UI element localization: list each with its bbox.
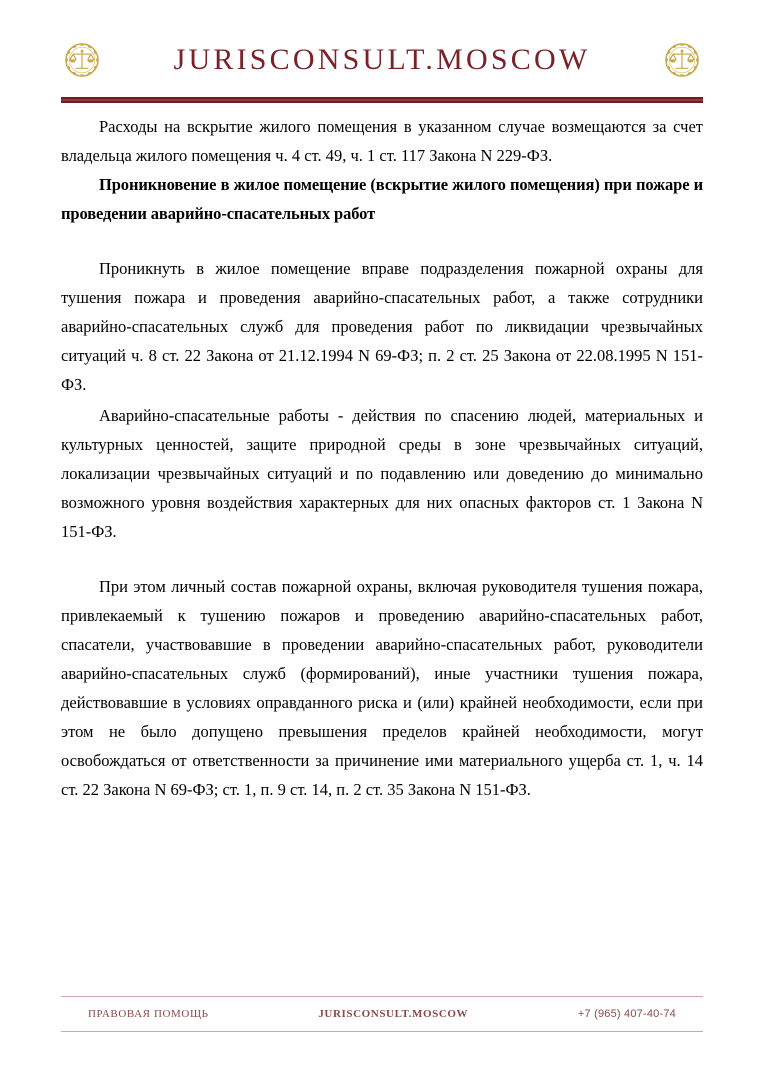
footer-site-label: JURISCONSULT.MOSCOW [318,1008,469,1020]
footer-row [61,997,703,1031]
header-divider [61,97,703,103]
footer-divider-bottom [61,1031,703,1032]
paragraph-rescue-definition: Аварийно-спасательные работы - действия по спасению людей, материальных и культурных ценностей, защите природной среды в зоне чрезвычайных ситуаций, локализации чрезвычайных ситуаций и по подавлению или доведению до минимально возможного уровня воздействия характерных для них опасных факторов ст. 1 Закона N 151-ФЗ. [61,406,703,541]
footer-legal-help-label: ПРАВОВАЯ ПОМОЩЬ [88,1008,209,1020]
paragraph-expenses: Расходы на вскрытие жилого помещения в указанном случае возмещаются за счет владельца жилого помещения ч. 4 ст. 49, ч. 1 ст. 117 Закона N 229-ФЗ. [61,117,703,165]
document-footer [61,996,703,1032]
document-body [61,103,703,804]
footer-phone-label: +7 (965) 407-40-74 [577,1008,676,1020]
page-title: JURISCONSULT.MOSCOW [173,43,591,76]
scales-of-justice-laurel-icon [63,41,101,79]
document-header [61,30,703,90]
scales-of-justice-laurel-icon [663,41,701,79]
section-heading-fire-entry: Проникновение в жилое помещение (вскрытие жилого помещения) при пожаре и проведении аварийно-спасательных работ [61,175,703,223]
paragraph-entry-rights: Проникнуть в жилое помещение вправе подразделения пожарной охраны для тушения пожара и проведения аварийно-спасательных работ, а также сотрудники аварийно-спасательных служб для проведения работ по ликвидации чрезвычайных ситуаций ч. 8 ст. 22 Закона от 21.12.1994 N 69-ФЗ; п. 2 ст. 25 Закона от 22.08.1995 N 151-ФЗ. [61,259,703,394]
paragraph-liability-exemption: При этом личный состав пожарной охраны, включая руководителя тушения пожара, привлекаемый к тушению пожаров и проведению аварийно-спасательных работ, спасатели, участвовавшие в проведении аварийно-спасательных работ, руководители аварийно-спасательных служб (формирований), иные участники тушения пожара, действовавшие в условиях оправданного риска и (или) крайней необходимости, если при этом не было допущено превышения пределов крайней необходимости, могут освобождаться от ответственности за причинение ими материального ущерба ст. 1, ч. 14 ст. 22 Закона N 69-ФЗ; ст. 1, п. 9 ст. 14, п. 2 ст. 35 Закона N 151-ФЗ. [61,577,703,799]
